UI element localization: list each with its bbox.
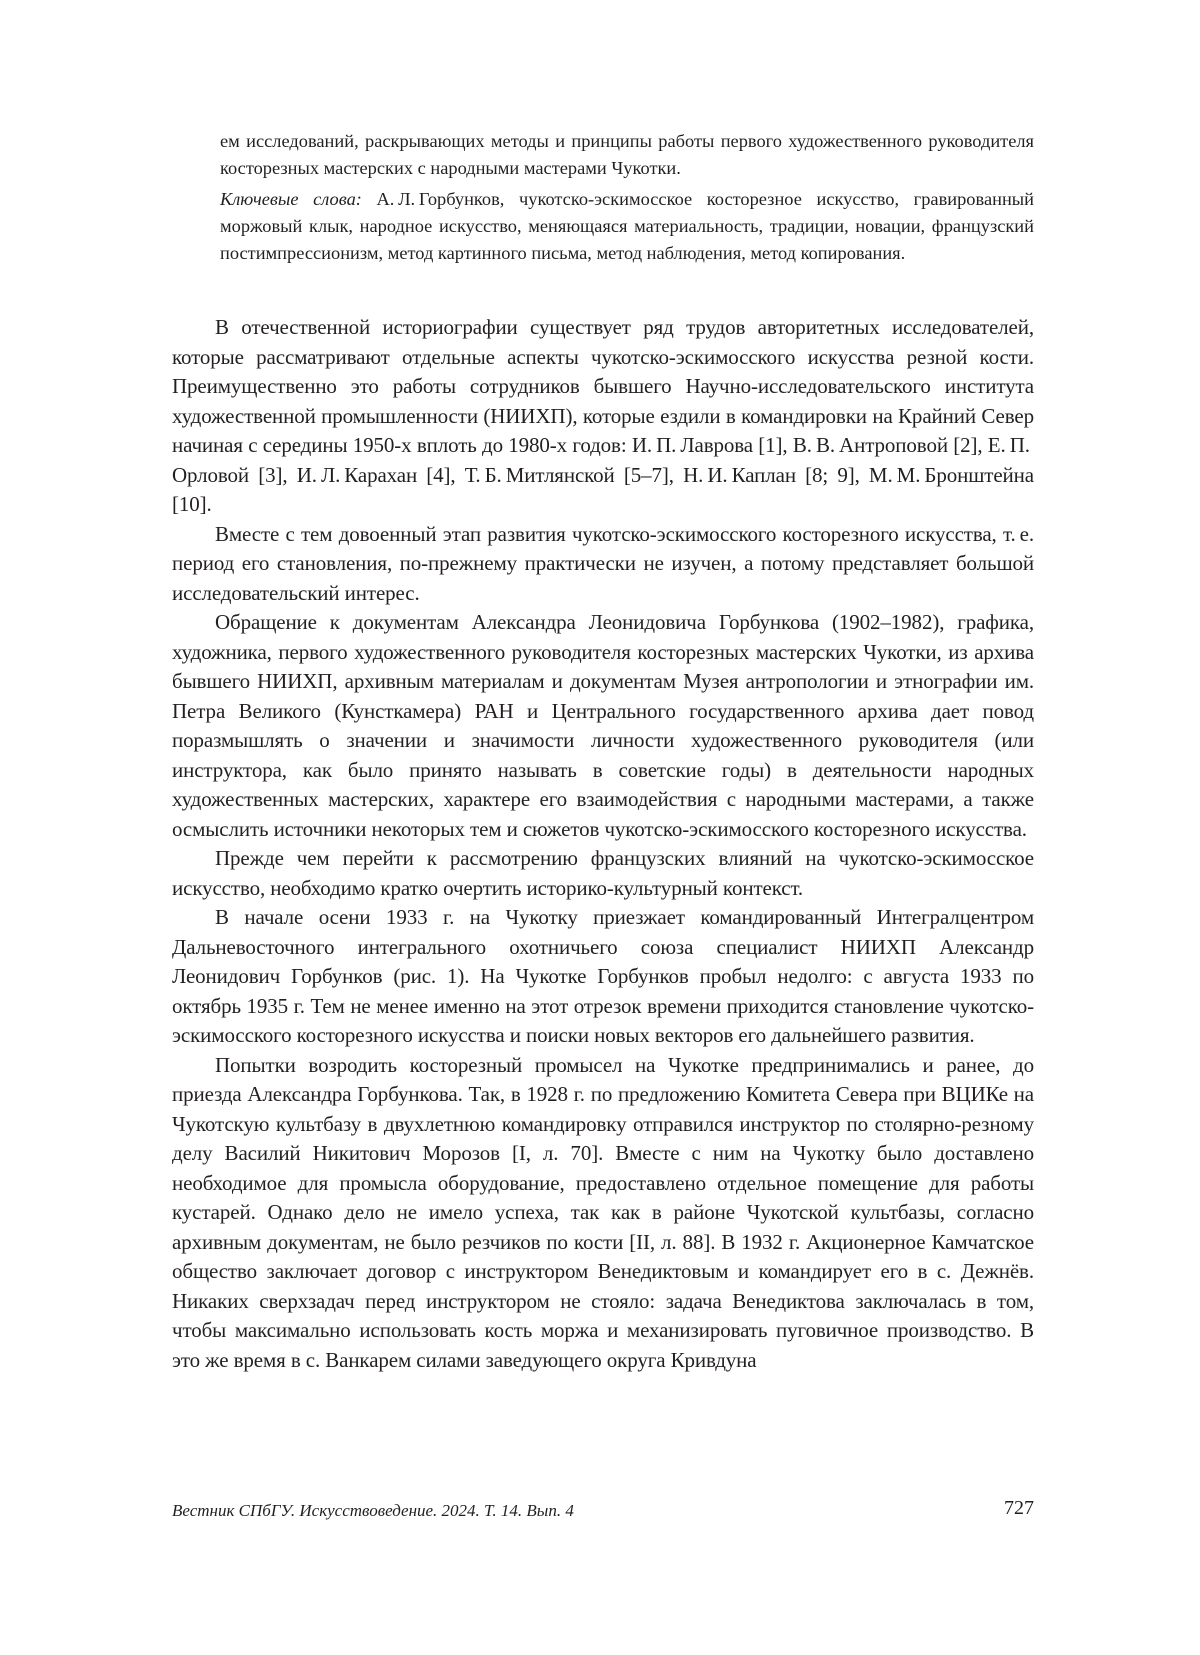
body-paragraph: В начале осени 1933 г. на Чукотку приезжает командированный Интегралцентром Дальневосточного интегрального охотничьего союза специалист НИИХП Александр Леонидович Горбунков (рис. 1). На Чукотке Горбунков пробыл недолго: с августа 1933 по октябрь 1935 г. Тем не менее именно на этот отрезок времени приходится становление чукотско-эскимосского косторезного искусства и поиски новых векторов его дальнейшего развития. (172, 905, 1034, 1047)
article-body (172, 313, 1034, 1375)
body-paragraph: Попытки возродить косторезный промысел на Чукотке предпринимались и ранее, до приезда Александра Горбункова. Так, в 1928 г. по предложению Комитета Севера при ВЦИКе на Чукотскую культбазу в двухлетнюю командировку отправился инструктор по столярно-резному делу Василий Никитович Морозов [I, л. 70]. Вместе с ним на Чукотку было доставлено необходимое для промысла оборудование, предоставлено отдельное помещение для работы кустарей. Однако дело не имело успеха, так как в районе Чукотской культбазы, согласно архивным документам, не было резчиков по кости [II, л. 88]. В 1932 г. Акционерное Камчатское общество заключает договор с инструктором Венедиктовым и командирует его в с. Дежнёв. Никаких сверхзадач перед инструктором не стояло: задача Венедиктова заключалась в том, чтобы максимально использовать кость моржа и механизировать пуговичное производство. В это же время в с. Ванкарем силами заведующего округа Кривдуна (172, 1052, 1034, 1372)
page-footer (172, 1497, 1034, 1527)
keywords-text: А. Л. Горбунков, чукотско-эскимосское косторезное искусство, гравированный моржовый клык, народное искусство, меняющаяся материальность, традиции, новации, французский постимпрессионизм, метод картинного письма, метод наблюдения, метод копирования. (220, 189, 1034, 263)
journal-title: Вестник СПбГУ. Искусствоведение. 2024. Т. 14. Вып. 4 (172, 1501, 574, 1520)
body-paragraph: Вместе с тем довоенный этап развития чукотско-эскимосского косторезного искусства, т. е. период его становления, по-прежнему практически не изучен, а потому представляет большой исследовательский интерес. (172, 521, 1034, 605)
keywords (220, 186, 1034, 267)
body-paragraph: Прежде чем перейти к рассмотрению французских влияний на чукотско-эскимосское искусство, необходимо кратко очертить историко-культурный контекст. (172, 846, 1034, 900)
body-paragraph: Обращение к документам Александра Леонидовича Горбункова (1902–1982), графика, художника, первого художественного руководителя косторезных мастерских Чукотки, из архива бывшего НИИХП, архивным материалам и документам Музея антропологии и этнографии им. Петра Великого (Кунсткамера) РАН и Центрального государственного архива дает повод поразмышлять о значении и значимости личности художественного руководителя (или инструктора, как было принято называть в советские годы) в деятельности народных художественных мастерских, характере его взаимодействия с народными мастерами, а также осмыслить источники некоторых тем и сюжетов чукотско-эскимосского косторезного искусства. (172, 610, 1034, 841)
keywords-label: Ключевые слова: (220, 189, 362, 209)
page-number: 727 (1004, 1497, 1034, 1519)
abstract-block (220, 128, 1034, 267)
abstract-ending: ем исследований, раскрывающих методы и принципы работы первого художественного руководителя косторезных мастерских с народными мастерами Чукотки. (220, 131, 1034, 178)
body-paragraph: В отечественной историографии существует ряд трудов авторитетных исследователей, которые рассматривают отдельные аспекты чукотско-эскимосского искусства резной кости. Преимущественно это работы сотрудников бывшего Научно-исследовательского института художественной промышленности (НИИХП), которые ездили в командировки на Крайний Север начиная с середины 1950-х вплоть до 1980-х годов: И. П. Лаврова [1], В. В. Антроповой [2], Е. П. Орловой [3], И. Л. Карахан [4], Т. Б. Митлянской [5–7], Н. И. Каплан [8; 9], М. М. Бронштейна [10]. (172, 315, 1034, 516)
page-content (172, 128, 1034, 1528)
